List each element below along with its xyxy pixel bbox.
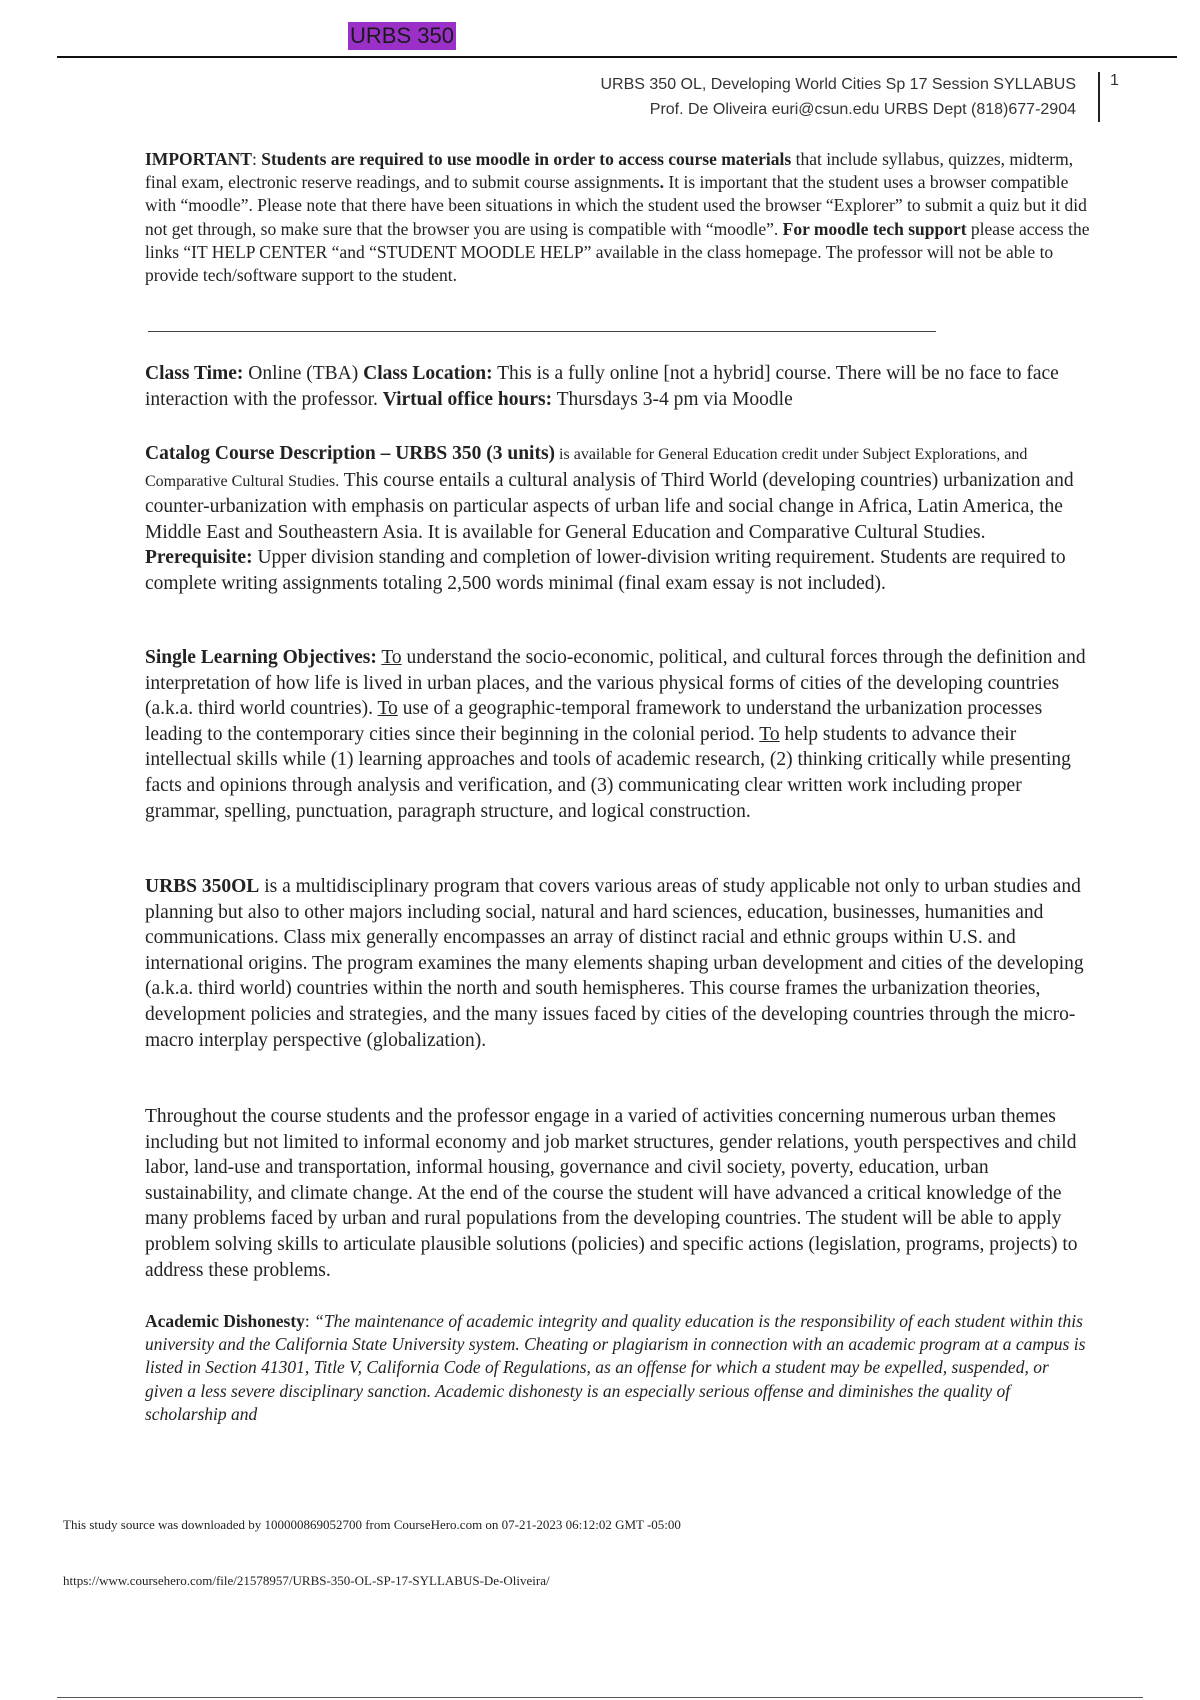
prerequisite-label: Prerequisite: (145, 547, 253, 569)
objectives-section (145, 645, 1090, 824)
separator-line (148, 331, 936, 332)
dishonesty-text: “The maintenance of academic integrity and quality education is the responsibility of each student within this university and the California State University system. Cheating or plagiarism in connection with an academic program at a campus is listed in Section 41301, Title V, California Code of Regulations, as an offense for which a student may be expelled, suspended, or given a less severe disciplinary sanction. Academic dishonesty is an especially serious offense and diminishes the quality of scholarship and (145, 1311, 1086, 1424)
objectives-label: Single Learning Objectives: (145, 647, 377, 668)
program-label: URBS 350OL (145, 876, 260, 897)
objective-to-3: To (759, 723, 780, 745)
course-tag: URBS 350 (350, 23, 454, 48)
dishonesty-section (145, 1310, 1090, 1426)
objective-to-2: To (377, 698, 398, 720)
throughout-section (145, 1104, 1090, 1283)
class-location-label: Class Location: (363, 363, 493, 384)
office-hours-label: Virtual office hours: (382, 388, 553, 410)
throughout-text: Throughout the course students and the professor engage in a varied of activities concerning numerous urban themes including but not limited to informal economy and job market structures, gender relations, youth perspectives and child labor, land-use and transportation, informal housing, governance and civil society, poverty, education, urban sustainability, and climate change. At the end of the course the student will have advanced a critical knowledge of the many problems faced by urban and rural populations from the developing countries. The student will be able to apply problem solving skills to articulate plausible solutions (policies) and specific actions (legislation, programs, projects) to address these problems. (145, 1106, 1078, 1281)
dishonesty-label: Academic Dishonesty (145, 1311, 305, 1331)
dishonesty-colon: : (304, 1311, 315, 1331)
office-hours-value: Thursdays 3-4 pm via Moodle (552, 388, 793, 410)
program-text: is a multidisciplinary program that covers various areas of study applicable not only to urban studies and planning but also to other majors including social, natural and hard sciences, education, businesses, humanities and communications. Class mix generally encompasses an array of distinct racial and ethnic groups within U.S. and international origins. The program examines the many elements shaping urban development and cities of the developing (a.k.a. third world) countries within the north and south hemispheres. This course frames the urbanization theories, development policies and strategies, and the many issues faced by cities of the developing countries through the micro-macro interplay perspective (globalization). (145, 876, 1084, 1051)
class-time-section (145, 361, 1090, 412)
important-label: IMPORTANT (145, 149, 252, 169)
class-location-value: This is a fully online [not a hybrid] course. There will be no face to face interaction with the professor. (145, 363, 1059, 410)
catalog-label: Catalog Course Description – URBS 350 (3 units) (145, 443, 556, 464)
top-rule (57, 56, 1177, 58)
header-divider (1098, 72, 1100, 122)
catalog-text: This course entails a cultural analysis of Third World (developing countries) urbanization and counter-urbanization with emphasis on particular aspects of urban life and social change in Africa, Latin America, the Middle East and Southeastern Asia. It is available for General Education and Comparative Cultural Studies. (145, 469, 1074, 543)
important-text-2: It is important that the student uses a browser compatible with “moodle”. Please note that there have been situations in which the student used the browser “Explorer” to submit a quiz but it did not get through, so make sure that the browser you are using is compatible with “moodle”. (145, 172, 1087, 239)
important-notice (145, 148, 1090, 287)
important-text-1: that include syllabus, quizzes, midterm, final exam, electronic reserve readings, and to submit course assignments (145, 149, 1074, 193)
important-bold-1: Students are required to use moodle in order to access course materials (261, 149, 792, 169)
class-time-value: Online (TBA) (243, 363, 364, 384)
page-number: 1 (1110, 72, 1119, 89)
bottom-rule (57, 1697, 1143, 1698)
important-text-3: please access the links “IT HELP CENTER “and “STUDENT MOODLE HELP” available in the class homepage. The professor will not be able to provide tech/software support to the student. (145, 218, 1090, 286)
objective-text-1: understand the socio-economic, political, and cultural forces through the definition and interpretation of how life is lived in urban places, and the various physical forms of cities of the developing countries (a.k.a. third world countries). (145, 647, 1086, 720)
important-bold-2: For moodle tech support (782, 218, 967, 239)
page-header (601, 72, 1077, 122)
catalog-small-text: is available for General Education credit under Subject Explorations, and Comparative Cultural Studies. (145, 446, 1028, 490)
class-time-label: Class Time: (145, 363, 244, 384)
source-url[interactable]: https://www.coursehero.com/file/21578957/URBS-350-OL-SP-17-SYLLABUS-De-Oliveira/ (63, 1573, 550, 1588)
objective-text-3: help students to advance their intellectual skills while (1) learning approaches and tools of academic research, (2) thinking critically while presenting facts and opinions through analysis and verification, and (3) communicating clear written work including proper grammar, spelling, punctuation, paragraph structure, and logical construction. (145, 723, 1071, 822)
objective-text-2: use of a geographic-temporal framework to understand the urbanization processes leading to the contemporary cities since their beginning in the colonial period. (145, 698, 1043, 745)
download-notice: This study source was downloaded by 100000869052700 from CourseHero.com on 07-21-2023 06:12:02 GMT -05:00 (63, 1517, 681, 1532)
important-colon: : (251, 149, 262, 169)
program-section (145, 874, 1090, 1053)
prerequisite-text: Upper division standing and completion of lower-division writing requirement. Students are required to complete writing assignments totaling 2,500 words minimal (final exam essay is not included). (145, 547, 1066, 594)
important-dot: . (659, 172, 665, 193)
catalog-section (145, 441, 1090, 597)
header-line-1: URBS 350 OL, Developing World Cities Sp 17 Session SYLLABUS (600, 76, 1076, 93)
objective-to-1: To (381, 647, 402, 668)
header-line-2: Prof. De Oliveira euri@csun.edu URBS Dept (818)677-2904 (649, 101, 1076, 118)
